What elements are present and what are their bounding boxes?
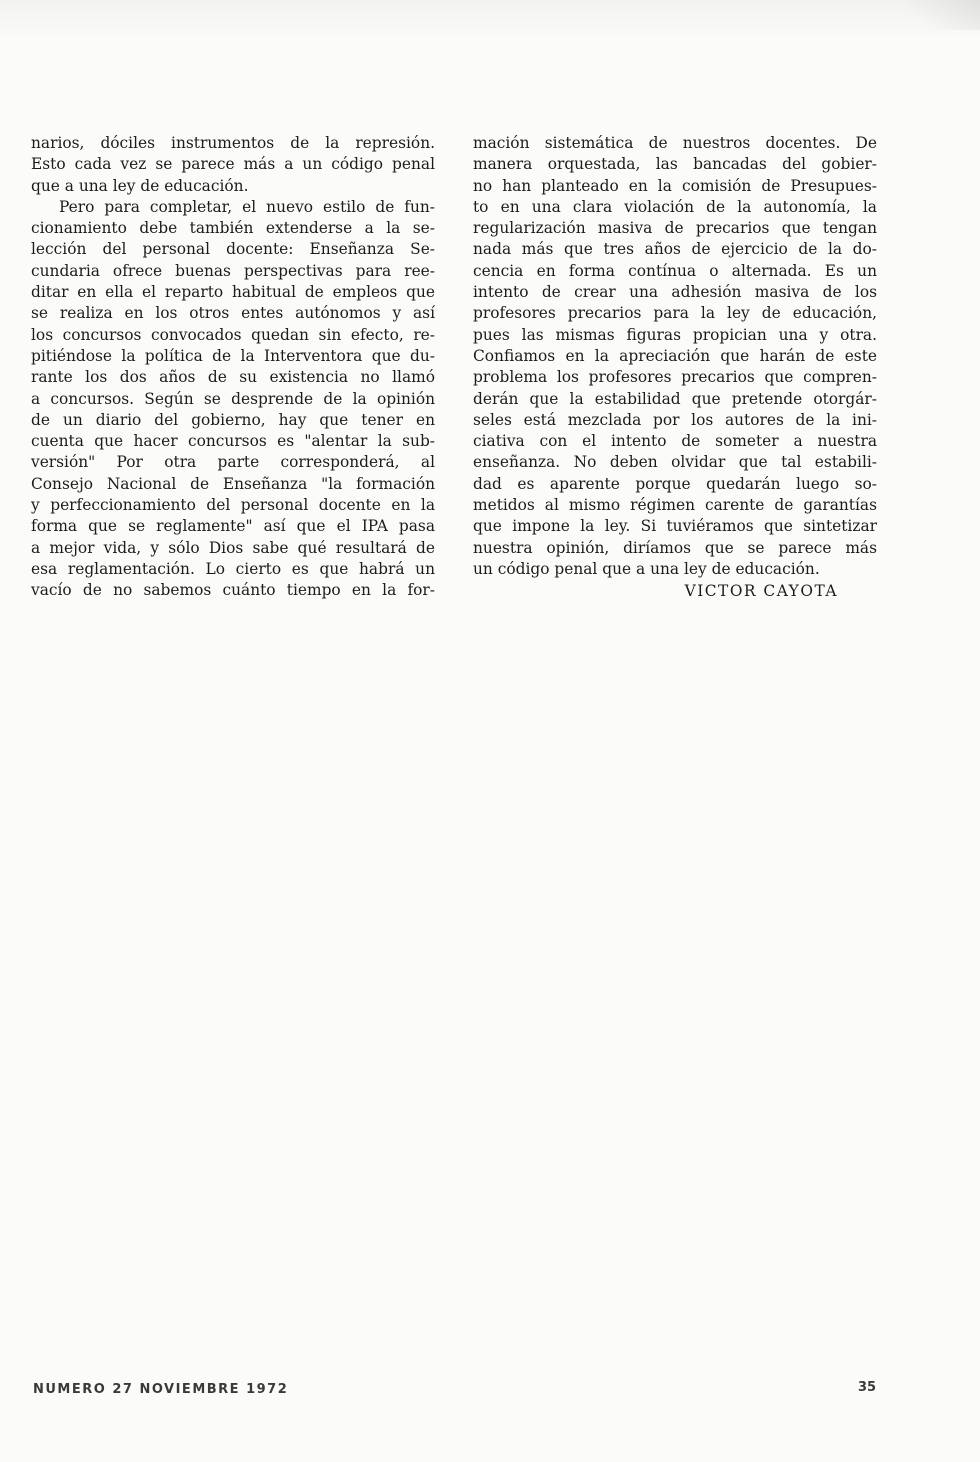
page-number: 35 xyxy=(858,1380,877,1395)
text-line: mación sistemática de nuestros docentes. De xyxy=(473,134,877,152)
scan-artifact-corner xyxy=(890,0,980,30)
text-line: rante los dos años de su existencia no llamó xyxy=(31,368,435,387)
text-line: los concursos convocados quedan sin efecto, re- xyxy=(31,325,435,344)
text-line: que impone la ley. Si tuviéramos que sintetizar xyxy=(473,517,877,536)
left-column xyxy=(31,133,435,602)
text-line: forma que se reglamente" así que el IPA pasa xyxy=(31,517,435,536)
scan-artifact-top xyxy=(0,0,980,40)
text-line: to en una clara violación de la autonomía, la xyxy=(473,197,877,216)
issue-footer: NUMERO 27 NOVIEMBRE 1972 xyxy=(33,1382,289,1397)
text-line: no han planteado en la comisión de Presupues- xyxy=(473,176,877,195)
text-line: esa reglamentación. Lo cierto es que habrá un xyxy=(31,559,435,578)
text-line: problema los profesores precarios que compren- xyxy=(473,368,877,387)
text-line: cundaria ofrece buenas perspectivas para ree- xyxy=(31,261,435,280)
text-line: un código penal que a una ley de educación. xyxy=(473,559,820,578)
text-line: vacío de no sabemos cuánto tiempo en la for- xyxy=(31,581,435,600)
text-line: pues las mismas figuras propician una y otra. xyxy=(473,325,877,344)
text-line: narios, dóciles instrumentos de la represión. xyxy=(31,134,435,152)
text-line: enseñanza. No deben olvidar que tal estabili- xyxy=(473,453,877,472)
right-column xyxy=(473,133,877,603)
text-line: Esto cada vez se parece más a un código penal xyxy=(31,155,435,174)
author-signature: VICTOR CAYOTA xyxy=(684,582,838,601)
text-line: profesores precarios para la ley de educación, xyxy=(473,304,877,323)
text-line: regularización masiva de precarios que tengan xyxy=(473,219,877,238)
text-line: versión" Por otra parte corresponderá, al xyxy=(31,453,435,472)
text-line: se realiza en los otros entes autónomos y así xyxy=(31,304,435,323)
text-line: seles está mezclada por los autores de la ini- xyxy=(473,410,877,429)
text-line: Pero para completar, el nuevo estilo de fun- xyxy=(59,197,435,216)
text-line: nuestra opinión, diríamos que se parece más xyxy=(473,538,877,557)
text-line: nada más que tres años de ejercicio de la do- xyxy=(473,240,877,259)
text-line: y perfeccionamiento del personal docente en la xyxy=(31,496,435,515)
text-line: ciativa con el intento de someter a nuestra xyxy=(473,432,877,451)
text-line: cionamiento debe también extenderse a la se- xyxy=(31,219,435,238)
text-line: de un diario del gobierno, hay que tener en xyxy=(31,410,435,429)
text-line: derán que la estabilidad que pretende otorgár- xyxy=(473,389,877,408)
text-line: metidos al mismo régimen carente de garantías xyxy=(473,496,877,515)
text-line: cuenta que hacer concursos es "alentar la sub- xyxy=(31,432,435,451)
text-line: a concursos. Según se desprende de la opinión xyxy=(31,389,435,408)
text-line: manera orquestada, las bancadas del gobier- xyxy=(473,155,877,174)
text-line: ditar en ella el reparto habitual de empleos que xyxy=(31,283,435,302)
text-line: Consejo Nacional de Enseñanza "la formación xyxy=(31,474,435,493)
text-line: dad es aparente porque quedarán luego so- xyxy=(473,474,877,493)
text-line: pitiéndose la política de la Interventora que du- xyxy=(31,346,435,365)
text-line: a mejor vida, y sólo Dios sabe qué resultará de xyxy=(31,538,435,557)
text-line: intento de crear una adhesión masiva de los xyxy=(473,283,877,302)
text-line: lección del personal docente: Enseñanza Se- xyxy=(31,240,435,259)
text-line: que a una ley de educación. xyxy=(31,176,249,195)
text-line: Confiamos en la apreciación que harán de este xyxy=(473,346,877,365)
text-line: cencia en forma contínua o alternada. Es un xyxy=(473,261,877,280)
